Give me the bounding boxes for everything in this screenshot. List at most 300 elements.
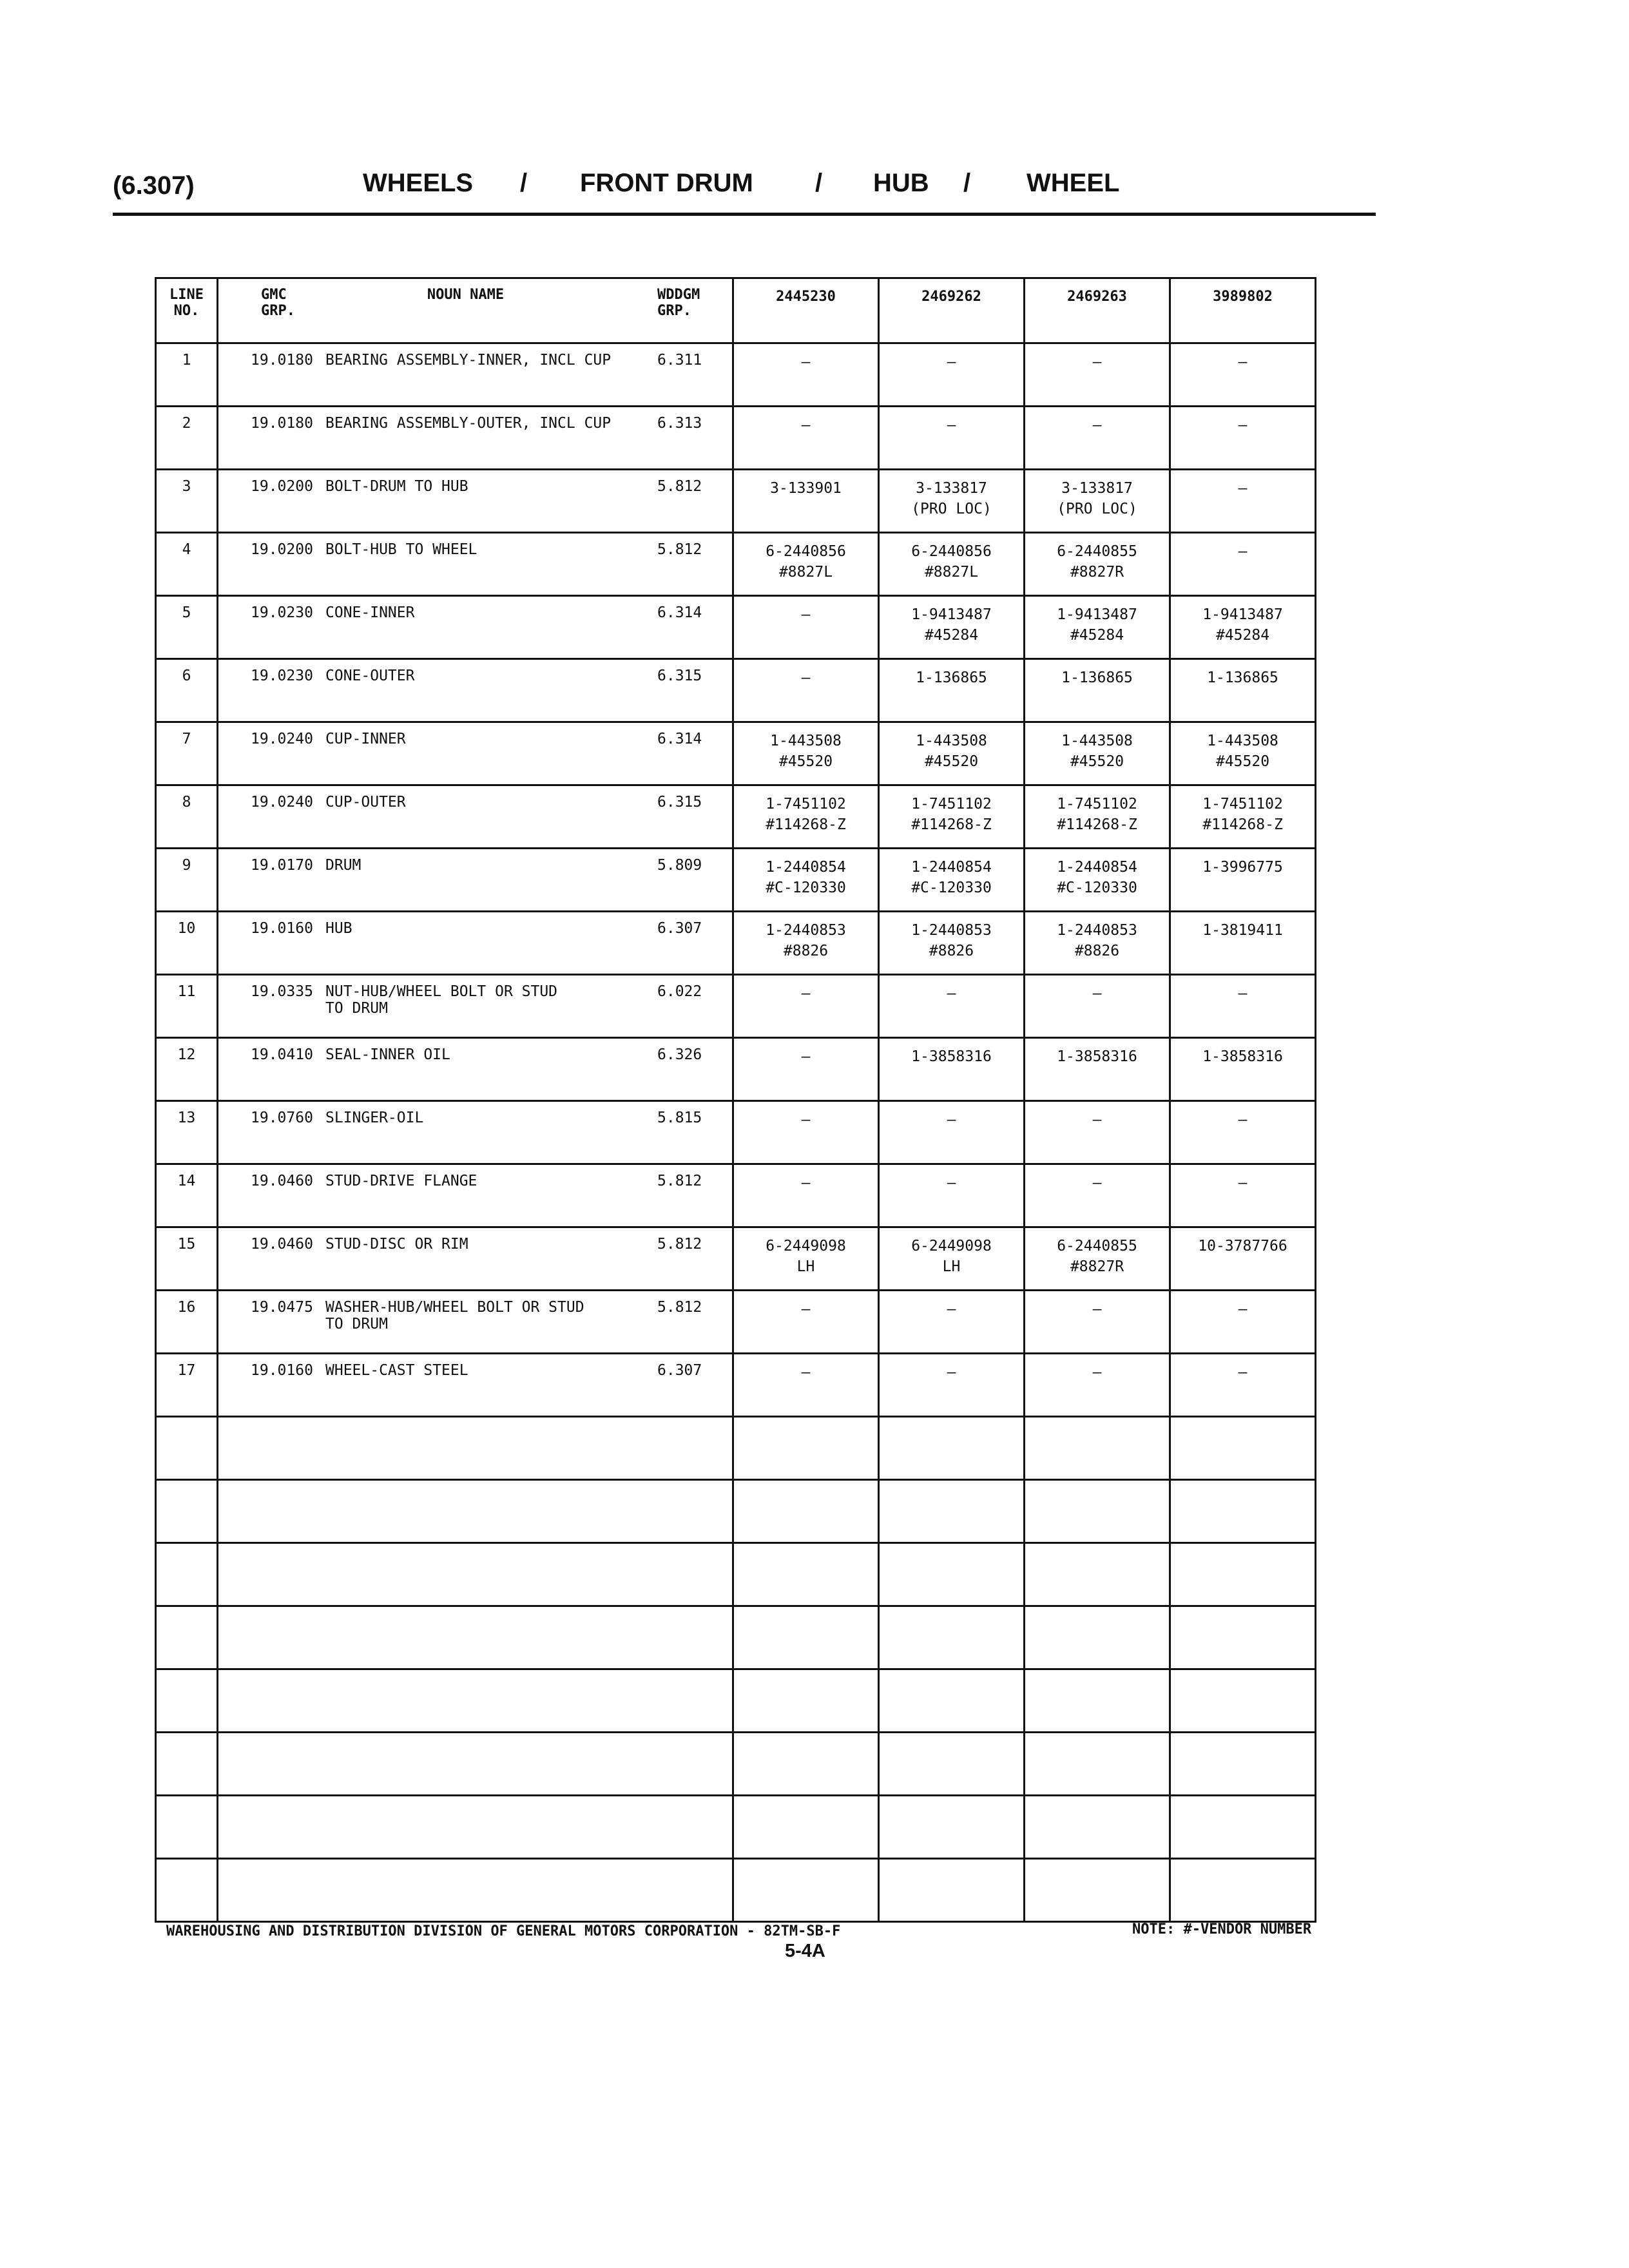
part-info-cell — [218, 470, 733, 533]
wddgm-grp-value: 6.307 — [657, 1362, 702, 1379]
blank-cell — [1025, 1606, 1170, 1669]
model-header-2469263: 2469263 — [1025, 278, 1170, 343]
part-number-cell — [733, 596, 879, 659]
part-number-line: — — [947, 1301, 956, 1318]
blank-cell — [1170, 1417, 1316, 1480]
table-header-row — [156, 278, 1316, 343]
part-info-cell — [218, 596, 733, 659]
wddgm-grp-value: 6.315 — [657, 794, 702, 811]
part-number-line: 1-7451102 — [911, 796, 992, 812]
part-number-line: #8827R — [1070, 564, 1124, 581]
line-no-cell: 7 — [156, 722, 218, 785]
noun-name-value — [325, 668, 651, 684]
part-number-cell — [1025, 533, 1170, 596]
part-number-cell — [879, 407, 1025, 470]
noun-name-value — [325, 920, 651, 937]
part-number-line: — — [1092, 985, 1102, 1002]
blank-cell — [1170, 1606, 1316, 1669]
table-row — [156, 1164, 1316, 1227]
info-header — [218, 278, 733, 343]
part-number-cell — [1025, 722, 1170, 785]
part-number-line: — — [801, 669, 811, 686]
part-info-cell — [218, 849, 733, 912]
wddgm-grp-value: 6.022 — [657, 983, 702, 1000]
part-number-line: #C-120330 — [1057, 879, 1137, 896]
part-number-line: 1-443508 — [916, 733, 987, 749]
blank-cell — [879, 1480, 1025, 1543]
part-number-line: 6-2449098 — [766, 1238, 846, 1254]
part-number-line: — — [1092, 1364, 1102, 1381]
part-info-cell — [218, 533, 733, 596]
blank-cell — [218, 1480, 733, 1543]
blank-cell — [218, 1417, 733, 1480]
blank-table-row — [156, 1543, 1316, 1606]
part-number-line: #C-120330 — [911, 879, 992, 896]
part-number-cell — [879, 912, 1025, 975]
gmc-grp-value: 19.0160 — [251, 1362, 313, 1379]
part-number-cell — [1025, 343, 1170, 407]
part-number-line: 6-2440855 — [1057, 543, 1137, 560]
part-number-line: #45520 — [778, 753, 833, 770]
part-number-cell — [879, 1101, 1025, 1164]
title-wheel: WHEEL — [1027, 169, 1120, 197]
blank-cell — [156, 1543, 218, 1606]
part-number-line: — — [801, 354, 811, 370]
noun-name-value — [325, 731, 651, 747]
noun-name-line: SEAL-INNER OIL — [325, 1046, 450, 1063]
part-number-line: — — [1238, 1364, 1248, 1381]
part-number-line: — — [1238, 417, 1248, 434]
gmc-grp-value: 19.0410 — [251, 1046, 313, 1063]
wddgm-grp-header — [651, 287, 728, 319]
gmc-grp-value: 19.0475 — [251, 1299, 313, 1316]
blank-cell — [1170, 1543, 1316, 1606]
line-no-cell: 9 — [156, 849, 218, 912]
blank-cell — [733, 1543, 879, 1606]
blank-cell — [733, 1796, 879, 1859]
gmc-grp-value: 19.0170 — [251, 857, 313, 874]
part-number-line: — — [1238, 354, 1248, 370]
noun-name-line: DRUM — [325, 857, 361, 874]
blank-cell — [733, 1733, 879, 1796]
noun-name-line: BOLT-HUB TO WHEEL — [325, 541, 477, 558]
noun-name-line: WASHER-HUB/WHEEL BOLT OR STUD — [325, 1299, 584, 1316]
part-number-line: #114268-Z — [911, 816, 992, 833]
gmc-grp-value: 19.0230 — [251, 668, 313, 684]
part-number-cell — [879, 1038, 1025, 1101]
wddgm-grp-value: 5.812 — [657, 1236, 702, 1253]
wddgm-grp-value: 6.313 — [657, 415, 702, 432]
part-info-cell — [218, 343, 733, 407]
part-number-cell — [1170, 1164, 1316, 1227]
table-row — [156, 343, 1316, 407]
table-row — [156, 407, 1316, 470]
part-number-line: 1-2440854 — [766, 859, 846, 876]
gmc-grp-value: 19.0460 — [251, 1236, 313, 1253]
part-number-line: 6-2440856 — [766, 543, 846, 560]
blank-cell — [879, 1417, 1025, 1480]
blank-table-row — [156, 1417, 1316, 1480]
table-row — [156, 912, 1316, 975]
part-number-cell — [733, 912, 879, 975]
part-number-line: #8826 — [1074, 943, 1120, 959]
line-header-1: LINE — [169, 287, 204, 303]
wddgm-grp-value: 6.307 — [657, 920, 702, 937]
blank-cell — [218, 1796, 733, 1859]
part-number-cell — [1170, 407, 1316, 470]
part-number-line: — — [1238, 1111, 1248, 1128]
noun-name-value — [325, 857, 651, 874]
part-number-cell — [733, 659, 879, 722]
blank-cell — [156, 1669, 218, 1733]
part-number-cell — [879, 343, 1025, 407]
part-number-line: 3-133817 — [916, 480, 987, 497]
wddgm-grp-value: 5.815 — [657, 1110, 702, 1126]
part-number-cell — [1170, 343, 1316, 407]
part-number-line: — — [1238, 1175, 1248, 1191]
part-number-cell — [1170, 659, 1316, 722]
part-number-cell — [1170, 1101, 1316, 1164]
line-no-cell: 13 — [156, 1101, 218, 1164]
part-number-cell — [733, 533, 879, 596]
part-number-line: #8827L — [924, 564, 979, 581]
wddgm-grp-value: 6.314 — [657, 604, 702, 621]
noun-name-value — [325, 1236, 651, 1253]
part-number-line: — — [947, 985, 956, 1002]
noun-name-line: NUT-HUB/WHEEL BOLT OR STUD — [325, 983, 558, 1000]
part-info-cell — [218, 1354, 733, 1417]
part-number-line: 1-7451102 — [1057, 796, 1137, 812]
blank-cell — [156, 1859, 218, 1922]
blank-cell — [733, 1417, 879, 1480]
part-number-cell — [1025, 407, 1170, 470]
part-info-cell — [218, 1227, 733, 1291]
blank-cell — [879, 1543, 1025, 1606]
part-number-cell — [879, 1291, 1025, 1354]
part-number-cell — [1025, 975, 1170, 1038]
part-number-line: — — [1092, 354, 1102, 370]
part-number-cell — [1170, 1038, 1316, 1101]
wddgm-header-1: WDDGM — [657, 287, 700, 303]
part-number-line: — — [947, 1175, 956, 1191]
part-number-line: 1-136865 — [1061, 669, 1133, 686]
part-info-cell — [218, 975, 733, 1038]
part-number-cell — [1025, 1227, 1170, 1291]
wddgm-grp-value: 5.812 — [657, 1299, 702, 1316]
noun-name-value — [325, 1046, 651, 1063]
noun-name-value — [325, 1173, 651, 1189]
part-number-cell — [1025, 1164, 1170, 1227]
noun-name-line: CONE-OUTER — [325, 668, 415, 684]
part-number-cell — [733, 1354, 879, 1417]
part-info-cell — [218, 785, 733, 849]
part-info-cell — [218, 1038, 733, 1101]
part-number-cell — [1025, 1101, 1170, 1164]
blank-cell — [156, 1606, 218, 1669]
blank-cell — [156, 1796, 218, 1859]
part-number-cell — [879, 470, 1025, 533]
noun-name-line: BEARING ASSEMBLY-INNER, INCL CUP — [325, 352, 612, 369]
gmc-grp-value: 19.0200 — [251, 541, 313, 558]
noun-name-value — [325, 794, 651, 811]
part-number-cell — [1170, 1354, 1316, 1417]
wddgm-grp-value: 6.314 — [657, 731, 702, 747]
table-row — [156, 470, 1316, 533]
parts-table — [155, 277, 1316, 1923]
gmc-grp-value: 19.0160 — [251, 920, 313, 937]
part-number-line: 1-3858316 — [1202, 1048, 1283, 1065]
title-separator: / — [815, 169, 823, 197]
gmc-grp-value: 19.0240 — [251, 731, 313, 747]
blank-table-row — [156, 1859, 1316, 1922]
part-info-cell — [218, 912, 733, 975]
gmc-header-1: GMC — [261, 287, 287, 303]
part-number-cell — [879, 1164, 1025, 1227]
table-row — [156, 1227, 1316, 1291]
part-number-line: LH — [942, 1258, 961, 1275]
part-number-line: #45520 — [924, 753, 979, 770]
part-number-line: — — [801, 1364, 811, 1381]
part-number-cell — [733, 1291, 879, 1354]
table-row — [156, 1038, 1316, 1101]
part-number-line: 1-443508 — [1061, 733, 1133, 749]
part-number-cell — [1170, 975, 1316, 1038]
blank-cell — [1170, 1796, 1316, 1859]
part-number-line: 1-9413487 — [1202, 606, 1283, 623]
blank-cell — [733, 1859, 879, 1922]
blank-table-row — [156, 1480, 1316, 1543]
part-number-cell — [1025, 1291, 1170, 1354]
part-number-line: #114268-Z — [1057, 816, 1137, 833]
blank-cell — [1170, 1859, 1316, 1922]
blank-cell — [1025, 1859, 1170, 1922]
noun-name-line: SLINGER-OIL — [325, 1110, 424, 1126]
line-no-cell: 1 — [156, 343, 218, 407]
part-number-line: #45284 — [1215, 627, 1270, 644]
part-number-cell — [1025, 785, 1170, 849]
line-no-cell: 4 — [156, 533, 218, 596]
blank-cell — [1170, 1669, 1316, 1733]
blank-cell — [1025, 1480, 1170, 1543]
part-number-cell — [1025, 596, 1170, 659]
part-number-line: 3-133817 — [1061, 480, 1133, 497]
part-number-cell — [733, 470, 879, 533]
gmc-grp-value: 19.0240 — [251, 794, 313, 811]
part-number-line: — — [1092, 417, 1102, 434]
noun-name-line: STUD-DISC OR RIM — [325, 1236, 468, 1253]
part-number-line: #45284 — [924, 627, 979, 644]
footer-note: NOTE: #-VENDOR NUMBER — [1132, 1921, 1312, 1937]
part-number-cell — [733, 1164, 879, 1227]
part-number-line: (PRO LOC) — [911, 501, 992, 517]
noun-name-value — [325, 1299, 651, 1332]
part-number-line: 1-136865 — [916, 669, 987, 686]
noun-name-header: NOUN NAME — [427, 287, 505, 303]
part-number-line: #8826 — [929, 943, 974, 959]
blank-cell — [1025, 1543, 1170, 1606]
blank-cell — [1170, 1733, 1316, 1796]
gmc-grp-value: 19.0335 — [251, 983, 313, 1000]
part-number-line: 1-2440854 — [911, 859, 992, 876]
part-number-line: 1-136865 — [1207, 669, 1278, 686]
part-number-line: 1-3819411 — [1202, 922, 1283, 939]
line-no-cell: 16 — [156, 1291, 218, 1354]
table-row — [156, 849, 1316, 912]
line-no-cell: 11 — [156, 975, 218, 1038]
part-number-line: #45520 — [1215, 753, 1270, 770]
part-number-line: 1-9413487 — [911, 606, 992, 623]
part-number-line: #8826 — [783, 943, 829, 959]
blank-table-row — [156, 1669, 1316, 1733]
line-no-cell: 14 — [156, 1164, 218, 1227]
part-number-line: (PRO LOC) — [1057, 501, 1137, 517]
blank-table-row — [156, 1733, 1316, 1796]
noun-name-line: BOLT-DRUM TO HUB — [325, 478, 468, 495]
part-number-line: — — [1238, 543, 1248, 560]
line-no-cell: 3 — [156, 470, 218, 533]
blank-cell — [1170, 1480, 1316, 1543]
section-number: (6.307) — [113, 171, 195, 200]
part-number-cell — [879, 975, 1025, 1038]
gmc-grp-header — [222, 287, 325, 319]
part-number-line: #C-120330 — [766, 879, 846, 896]
part-number-line: — — [947, 417, 956, 434]
table-row — [156, 1291, 1316, 1354]
noun-name-line: STUD-DRIVE FLANGE — [325, 1173, 477, 1189]
part-number-line: 10-3787766 — [1198, 1238, 1287, 1254]
line-no-cell: 10 — [156, 912, 218, 975]
part-number-cell — [1025, 849, 1170, 912]
part-number-cell — [733, 1101, 879, 1164]
line-header-2: NO. — [173, 303, 200, 319]
part-number-line: — — [801, 606, 811, 623]
part-info-cell — [218, 1291, 733, 1354]
part-number-cell — [879, 785, 1025, 849]
title-separator: / — [963, 169, 971, 197]
part-number-cell — [733, 1227, 879, 1291]
part-number-cell — [1025, 1038, 1170, 1101]
line-no-cell: 8 — [156, 785, 218, 849]
line-no-cell: 2 — [156, 407, 218, 470]
blank-cell — [879, 1796, 1025, 1859]
blank-cell — [218, 1543, 733, 1606]
blank-cell — [733, 1669, 879, 1733]
part-number-line: 1-7451102 — [1202, 796, 1283, 812]
table-row — [156, 722, 1316, 785]
part-number-line: 6-2440855 — [1057, 1238, 1137, 1254]
part-number-line: — — [801, 1175, 811, 1191]
wddgm-grp-value: 5.812 — [657, 541, 702, 558]
noun-name-line: CUP-OUTER — [325, 794, 406, 811]
part-number-cell — [1170, 912, 1316, 975]
line-no-header — [156, 278, 218, 343]
part-number-line: #114268-Z — [1202, 816, 1283, 833]
noun-name-line: CONE-INNER — [325, 604, 415, 621]
noun-name-value — [325, 541, 651, 558]
noun-name-value — [325, 604, 651, 621]
part-number-cell — [733, 1038, 879, 1101]
blank-cell — [1025, 1669, 1170, 1733]
part-info-cell — [218, 407, 733, 470]
part-number-cell — [733, 343, 879, 407]
part-number-line: 1-3858316 — [1057, 1048, 1137, 1065]
part-number-line: #45520 — [1070, 753, 1124, 770]
part-number-cell — [1025, 470, 1170, 533]
part-number-cell — [1170, 722, 1316, 785]
gmc-header-2: GRP. — [261, 303, 295, 319]
part-number-line: #8827R — [1070, 1258, 1124, 1275]
part-number-line: 1-9413487 — [1057, 606, 1137, 623]
part-number-line: 1-443508 — [770, 733, 842, 749]
part-number-cell — [1025, 1354, 1170, 1417]
line-no-cell: 17 — [156, 1354, 218, 1417]
gmc-grp-value: 19.0180 — [251, 352, 313, 369]
blank-cell — [156, 1733, 218, 1796]
blank-cell — [1025, 1796, 1170, 1859]
part-number-line: — — [801, 1048, 811, 1065]
part-number-cell — [733, 785, 879, 849]
blank-cell — [733, 1480, 879, 1543]
wddgm-grp-value: 5.812 — [657, 478, 702, 495]
table-body — [156, 343, 1316, 1922]
line-no-cell: 6 — [156, 659, 218, 722]
part-number-line: 1-3858316 — [911, 1048, 992, 1065]
part-number-line: — — [1092, 1111, 1102, 1128]
blank-cell — [733, 1606, 879, 1669]
part-number-cell — [733, 407, 879, 470]
part-number-cell — [733, 849, 879, 912]
wddgm-grp-value: 5.809 — [657, 857, 702, 874]
blank-cell — [218, 1606, 733, 1669]
line-no-cell: 12 — [156, 1038, 218, 1101]
gmc-grp-value: 19.0180 — [251, 415, 313, 432]
part-number-cell — [879, 659, 1025, 722]
model-header-3989802: 3989802 — [1170, 278, 1316, 343]
part-number-line: #8827L — [778, 564, 833, 581]
noun-name-line: HUB — [325, 920, 352, 937]
part-number-cell — [1170, 470, 1316, 533]
part-number-line: — — [1092, 1301, 1102, 1318]
blank-cell — [1025, 1417, 1170, 1480]
title-hub: HUB — [873, 169, 929, 197]
wddgm-grp-value: 6.315 — [657, 668, 702, 684]
part-number-cell — [733, 722, 879, 785]
part-number-cell — [1025, 659, 1170, 722]
part-number-line: 1-443508 — [1207, 733, 1278, 749]
title-separator: / — [520, 169, 528, 197]
header-rule — [113, 213, 1376, 216]
page-header — [113, 162, 1369, 214]
part-number-line: — — [1238, 480, 1248, 497]
noun-name-value — [325, 1362, 651, 1379]
part-number-line: 1-2440853 — [911, 922, 992, 939]
blank-table-row — [156, 1796, 1316, 1859]
gmc-grp-value: 19.0230 — [251, 604, 313, 621]
part-number-line: #45284 — [1070, 627, 1124, 644]
part-number-line: 1-2440853 — [766, 922, 846, 939]
noun-name-line: BEARING ASSEMBLY-OUTER, INCL CUP — [325, 415, 612, 432]
part-number-cell — [1170, 1227, 1316, 1291]
part-info-cell — [218, 1164, 733, 1227]
part-number-cell — [1025, 912, 1170, 975]
wddgm-header-2: GRP. — [657, 303, 691, 319]
part-number-line: — — [1238, 1301, 1248, 1318]
table-row — [156, 975, 1316, 1038]
noun-name-value — [325, 983, 651, 1017]
part-number-line: 6-2449098 — [911, 1238, 992, 1254]
table-row — [156, 596, 1316, 659]
part-number-cell — [1170, 596, 1316, 659]
